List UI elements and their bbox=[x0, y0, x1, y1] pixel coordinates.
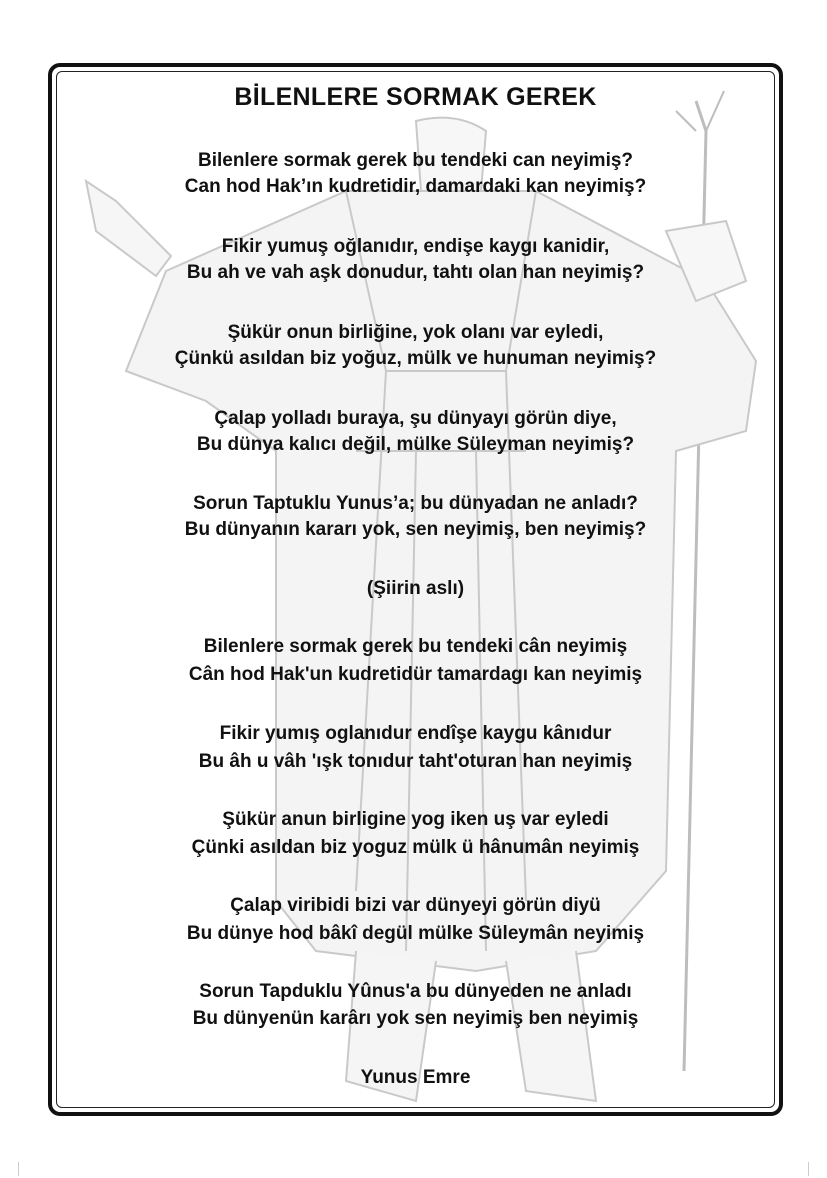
crop-mark bbox=[808, 1162, 809, 1176]
poem-line: Çünkü asıldan biz yoğuz, mülk ve hunuman neyimiş? bbox=[174, 348, 657, 369]
poem-line: Bu dünyanın kararı yok, sen neyimiş, ben neyimiş? bbox=[184, 519, 647, 540]
poem-line: Çalap viribidi bizi var dünyeyi görün diyü bbox=[230, 895, 601, 916]
poem-line: Bilenlere sormak gerek bu tendeki can neyimiş? bbox=[197, 150, 634, 171]
poem-line: Şükür anun birligine yog iken uş var eyledi bbox=[222, 809, 609, 830]
poem-line: Sorun Tapduklu Yûnus'a bu dünyeden ne anladı bbox=[199, 981, 632, 1002]
poem-line: Cân hod Hak'un kudretidür tamardagı kan neyimiş bbox=[188, 664, 643, 685]
poem-line: Bilenlere sormak gerek bu tendeki cân neyimiş bbox=[203, 636, 628, 657]
poem-line: Bu âh u vâh 'ışk tonıdur taht'oturan han neyimiş bbox=[198, 751, 633, 772]
poem-line: Fikir yumış oglanıdur endîşe kaygu kânıdur bbox=[219, 723, 612, 744]
poem-author: Yunus Emre bbox=[360, 1067, 471, 1088]
poem-content bbox=[56, 71, 775, 1108]
poem-line: Çalap yolladı buraya, şu dünyayı görün diye, bbox=[214, 408, 617, 429]
poem-line: Bu dünya kalıcı değil, mülke Süleyman neyimiş? bbox=[196, 434, 635, 455]
poem-line: Bu ah ve vah aşk donudur, tahtı olan han neyimiş? bbox=[186, 262, 645, 283]
poem-line: Sorun Taptuklu Yunus’a; bu dünyadan ne anladı? bbox=[193, 493, 638, 514]
poem-line: Bu dünyenün karârı yok sen neyimiş ben neyimiş bbox=[192, 1008, 639, 1029]
poem-line: Çünki asıldan biz yoguz mülk ü hânumân neyimiş bbox=[191, 837, 640, 858]
poem-line: Can hod Hak’ın kudretidir, damardaki kan neyimiş? bbox=[184, 176, 647, 197]
poem-title: BİLENLERE SORMAK GEREK bbox=[234, 83, 597, 111]
poem-line: Fikir yumuş oğlanıdır, endişe kaygı kanidir, bbox=[221, 236, 610, 257]
crop-mark bbox=[18, 1162, 19, 1176]
original-heading: (Şiirin aslı) bbox=[366, 578, 465, 599]
poem-line: Bu dünye hod bâkî degül mülke Süleymân neyimiş bbox=[186, 923, 645, 944]
poem-line: Şükür onun birliğine, yok olanı var eyledi, bbox=[227, 322, 604, 343]
